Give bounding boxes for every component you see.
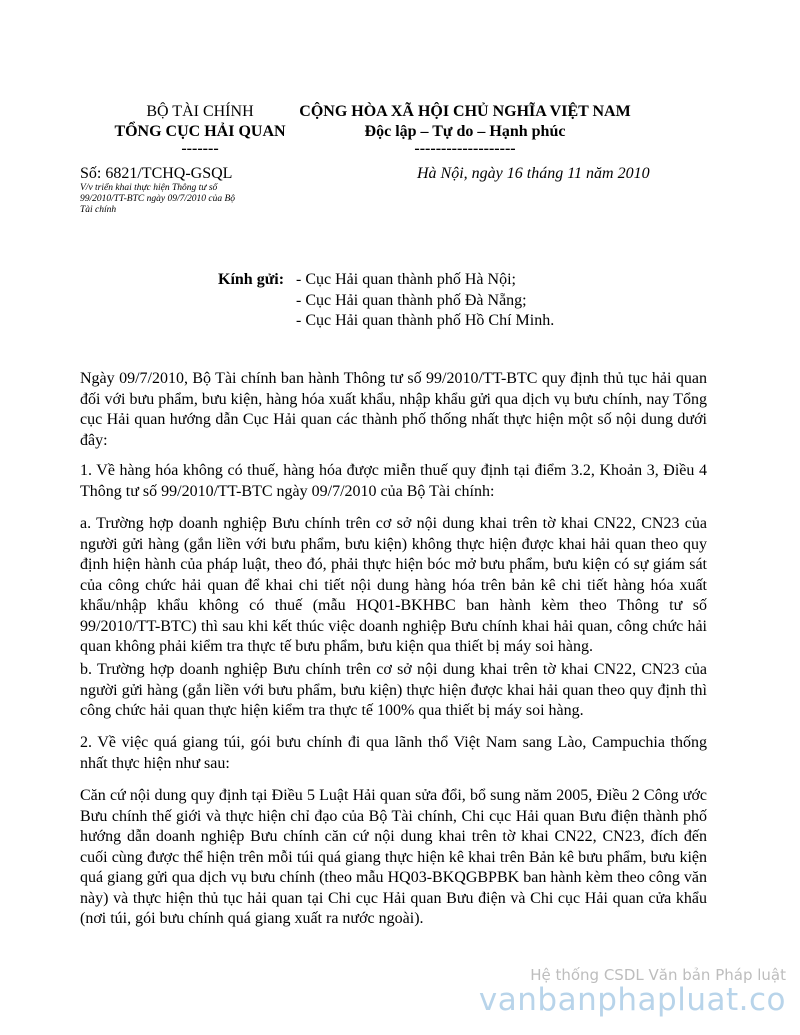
header-right-dashes: ------------------- (414, 140, 516, 157)
recipient-item: - Cục Hải quan thành phố Đà Nẵng; (296, 291, 527, 309)
watermark-caption: Hệ thống CSDL Văn bản Pháp luật (530, 966, 786, 984)
header-left-dashes: ------- (181, 140, 219, 157)
subject (80, 183, 280, 216)
country-name: CỘNG HÒA XÃ HỘI CHỦ NGHĨA VIỆT NAM (299, 103, 631, 120)
watermark-site: vanbanphapluat.co (478, 982, 786, 1018)
recipients-list (296, 270, 554, 332)
paragraph-intro: Ngày 09/7/2010, Bộ Tài chính ban hành Thông tư số 99/2010/TT-BTC quy định thủ tục hải quan đối với bưu phẩm, bưu kiện, hàng hóa xuất khẩu, nhập khẩu gửi qua dịch vụ bưu chính, nay Tổng cục Hải quan hướng dẫn Cục Hải quan các thành phố thống nhất thực hiện một số nội dung dưới đây: (80, 370, 707, 449)
document-number: Số: 6821/TCHQ-GSQL (80, 165, 233, 182)
header-right (290, 102, 640, 156)
paragraph-section-1: 1. Về hàng hóa không có thuế, hàng hóa được miễn thuế quy định tại điểm 3.2, Khoản 3, Điều 4 Thông tư số 99/2010/TT-BTC ngày 09/7/2010 của Bộ Tài chính: (80, 462, 707, 500)
paragraph-details: Căn cứ nội dung quy định tại Điều 5 Luật Hải quan sửa đổi, bổ sung năm 2005, Điều 2 Công ước Bưu chính thế giới và thực hiện chỉ đạo của Bộ Tài chính, Chi cục Hải quan Bưu điện thành phố hướng dẫn doanh nghiệp Bưu chính căn cứ nội dung khai trên tờ khai CN22, CN23, đích đến cuối cùng được thể hiện trên mỗi túi quá giang thực hiện kê khai trên Bản kê bưu phẩm, bưu kiện quá giang gửi qua dịch vụ bưu chính (theo mẫu HQ03-BKQGBPBK ban hành kèm theo công văn này) và thực hiện thủ tục hải quan tại Chi cục Hải quan Bưu điện và Chi cục Hải quan cửa khẩu (nơi túi, gói bưu chính quá giang xuất ra nước ngoài). (80, 787, 707, 927)
place-date: Hà Nội, ngày 16 tháng 11 năm 2010 (417, 165, 650, 182)
paragraph-item-a: a. Trường hợp doanh nghiệp Bưu chính trên cơ sở nội dung khai trên tờ khai CN22, CN23 của người gửi hàng (gắn liền với bưu phẩm, bưu kiện) không thực hiện được khai hải quan theo quy định hiện hành của pháp luật, theo đó, phải thực hiện bóc mở bưu phẩm, bưu kiện có sự giám sát của công chức hải quan để khai chi tiết nội dung hàng hóa trên bản kê chi tiết hàng hóa xuất khẩu/nhập khẩu không có thuế (mẫu HQ01-BKHBC ban hành kèm theo Thông tư số 99/2010/TT-BTC) thì sau khi kết thúc việc doanh nghiệp Bưu chính khai hải quan, công chức hải quan không phải kiểm tra thực tế bưu phẩm, bưu kiện qua thiết bị máy soi hàng. (80, 515, 707, 655)
recipient-item: - Cục Hải quan thành phố Hồ Chí Minh. (296, 312, 555, 329)
ministry-name: BỘ TÀI CHÍNH (146, 103, 254, 120)
recipient-item: - Cục Hải quan thành phố Hà Nội; (296, 271, 516, 288)
recipients-label: Kính gửi: (218, 271, 285, 288)
motto: Độc lập – Tự do – Hạnh phúc (364, 123, 566, 140)
paragraph-section-2: 2. Về việc quá giang túi, gói bưu chính đi qua lãnh thổ Việt Nam sang Lào, Campuchia thống nhất thực hiện như sau: (80, 734, 707, 772)
paragraph-item-b: b. Trường hợp doanh nghiệp Bưu chính trên cơ sở nội dung khai trên tờ khai CN22, CN23 của người gửi hàng (gắn liền với bưu phẩm, bưu kiện) thực hiện được khai hải quan theo quy định thì công chức hải quan thực hiện kiểm tra thực tế 100% qua thiết bị máy soi hàng. (80, 661, 707, 719)
subject-line: Tài chính (80, 205, 117, 215)
subject-line: 99/2010/TT-BTC ngày 09/7/2010 của Bộ (80, 194, 235, 204)
subject-line: V/v triển khai thực hiện Thông tư số (80, 183, 218, 193)
department-name: TỔNG CỤC HẢI QUAN (114, 123, 286, 140)
header-left (80, 102, 320, 156)
